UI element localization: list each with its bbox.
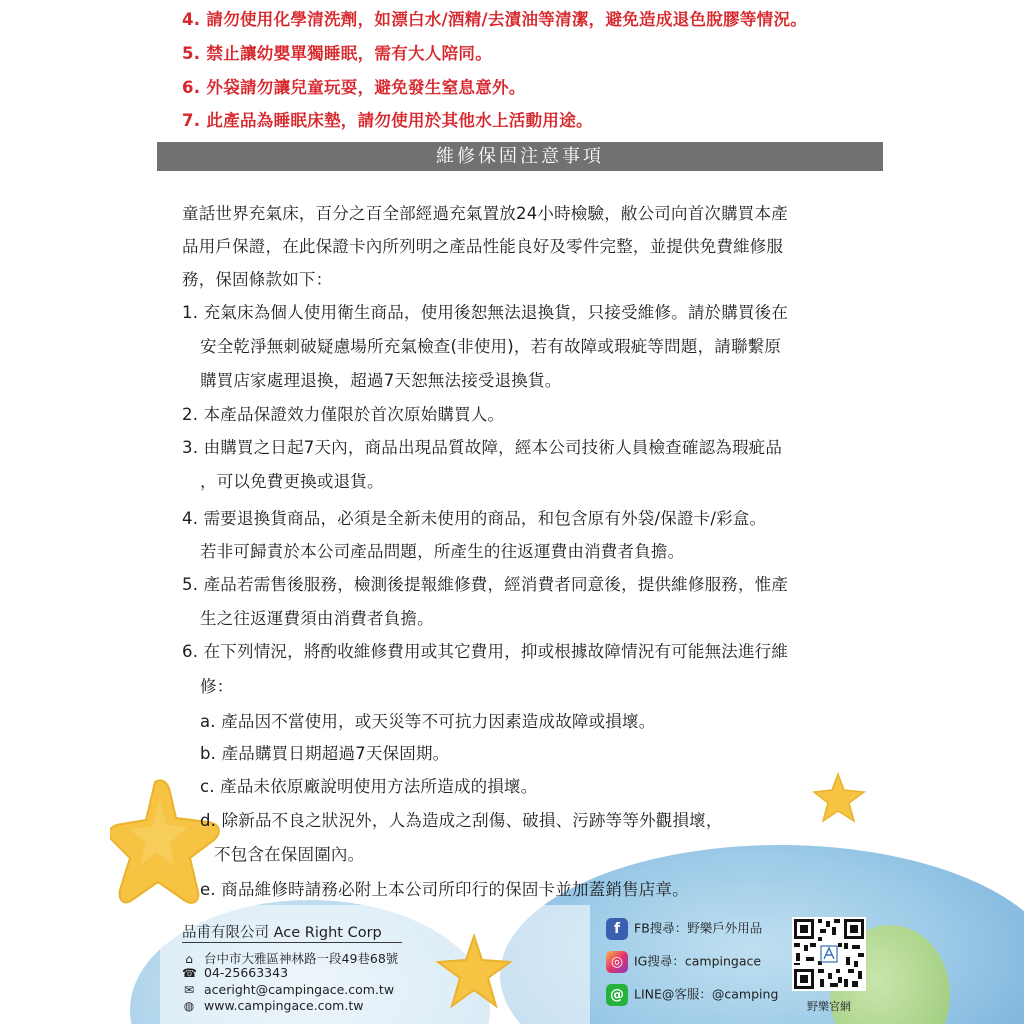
company-divider (182, 942, 402, 943)
intro-line-1: 童話世界充氣床，百分之百全部經過充氣置放24小時檢驗，敝公司向首次購買本產 (182, 204, 788, 223)
subclause-a: a. 產品因不當使用，或天災等不可抗力因素造成故障或損壞。 (200, 712, 656, 731)
section-title: 維修保固注意事項 (436, 146, 604, 167)
star-small-right-icon (812, 772, 868, 824)
clause-5-line-2: 生之往返運費須由消費者負擔。 (200, 609, 434, 628)
instagram-text: IG搜尋：campingace (634, 953, 762, 969)
website-link[interactable]: www.campingace.com.tw (204, 998, 364, 1013)
contact-phone (182, 965, 288, 980)
clause-3-line-1: 3. 由購買之日起7天內，商品出現品質故障，經本公司技術人員檢查確認為瑕疵品 (182, 438, 783, 457)
line-text: LINE@客服：@camping (634, 986, 779, 1002)
clause-4-line-1: 4. 需要退換貨商品，必須是全新未使用的商品，和包含原有外袋/保證卡/彩盒。 (182, 509, 767, 528)
warning-6: 6. 外袋請勿讓兒童玩耍，避免發生窒息意外。 (182, 78, 526, 97)
subclause-d-line-2: 不包含在保固圍內。 (214, 845, 365, 864)
subclause-b: b. 產品購買日期超過7天保固期。 (200, 744, 450, 763)
star-bottom-center-icon (434, 932, 514, 1012)
warning-5: 5. 禁止讓幼嬰單獨睡眠，需有大人陪同。 (182, 44, 492, 63)
warning-7: 7. 此產品為睡眠床墊，請勿使用於其他水上活動用途。 (182, 111, 593, 130)
clause-2: 2. 本產品保證效力僅限於首次原始購買人。 (182, 405, 505, 424)
facebook-icon: f (606, 918, 628, 940)
clause-4-line-2: 若非可歸責於本公司產品問題，所產生的往返運費由消費者負擔。 (200, 542, 685, 561)
line-row[interactable] (606, 984, 778, 1006)
intro-line-2: 品用戶保證，在此保證卡內所列明之產品性能良好及零件完整，並提供免費維修服 (182, 237, 784, 256)
qr-caption: 野樂官網 (807, 1000, 851, 1013)
company-name: 品甫有限公司 Ace Right Corp (182, 925, 382, 941)
qr-code[interactable] (792, 917, 866, 991)
email-link[interactable]: aceright@campingace.com.tw (204, 982, 395, 997)
instagram-row[interactable] (606, 951, 761, 973)
clause-1-line-2: 安全乾淨無刺破疑慮場所充氣檢查(非使用)，若有故障或瑕疵等問題，請聯繫原 (200, 337, 782, 356)
phone-text: 04-25663343 (204, 965, 289, 980)
clause-3-line-2: ，可以免費更換或退貨。 (200, 472, 384, 491)
mail-icon: ✉ (183, 983, 195, 997)
instagram-icon: ◎ (606, 951, 628, 973)
subclause-d-line-1: d. 除新品不良之狀況外，人為造成之刮傷、破損、污跡等等外觀損壞， (200, 811, 723, 830)
globe-icon: ◍ (183, 999, 195, 1013)
clause-6-line-1: 6. 在下列情況，將酌收維修費用或其它費用，抑或根據故障情況有可能無法進行維 (182, 642, 789, 661)
facebook-row[interactable] (606, 918, 762, 940)
clause-5-line-1: 5. 產品若需售後服務，檢測後提報維修費，經消費者同意後，提供維修服務，惟產 (182, 575, 789, 594)
clause-1-line-3: 購買店家處理退換，超過7天恕無法接受退換貨。 (200, 371, 562, 390)
subclause-e: e. 商品維修時請務必附上本公司所印行的保固卡並加蓋銷售店章。 (200, 880, 689, 899)
contact-website[interactable] (182, 998, 363, 1013)
section-header-bar (157, 142, 883, 171)
line-icon: @ (606, 984, 628, 1006)
clause-6-line-2: 修： (200, 677, 234, 696)
subclause-c: c. 產品未依原廠說明使用方法所造成的損壞。 (200, 777, 538, 796)
intro-line-3: 務，保固條款如下： (182, 270, 333, 289)
phone-icon: ☎ (182, 966, 197, 980)
home-icon: ⌂ (185, 952, 193, 966)
address-text: 台中市大雅區神林路一段49巷68號 (204, 951, 399, 966)
clause-1-line-1: 1. 充氣床為個人使用衛生商品，使用後恕無法退換貨，只接受維修。請於購買後在 (182, 303, 789, 322)
contact-email[interactable] (182, 982, 394, 997)
warning-4: 4. 請勿使用化學清洗劑，如漂白水/酒精/去漬油等清潔，避免造成退色脫膠等情況。 (182, 10, 808, 29)
facebook-text: FB搜尋：野樂戶外用品 (634, 920, 763, 936)
